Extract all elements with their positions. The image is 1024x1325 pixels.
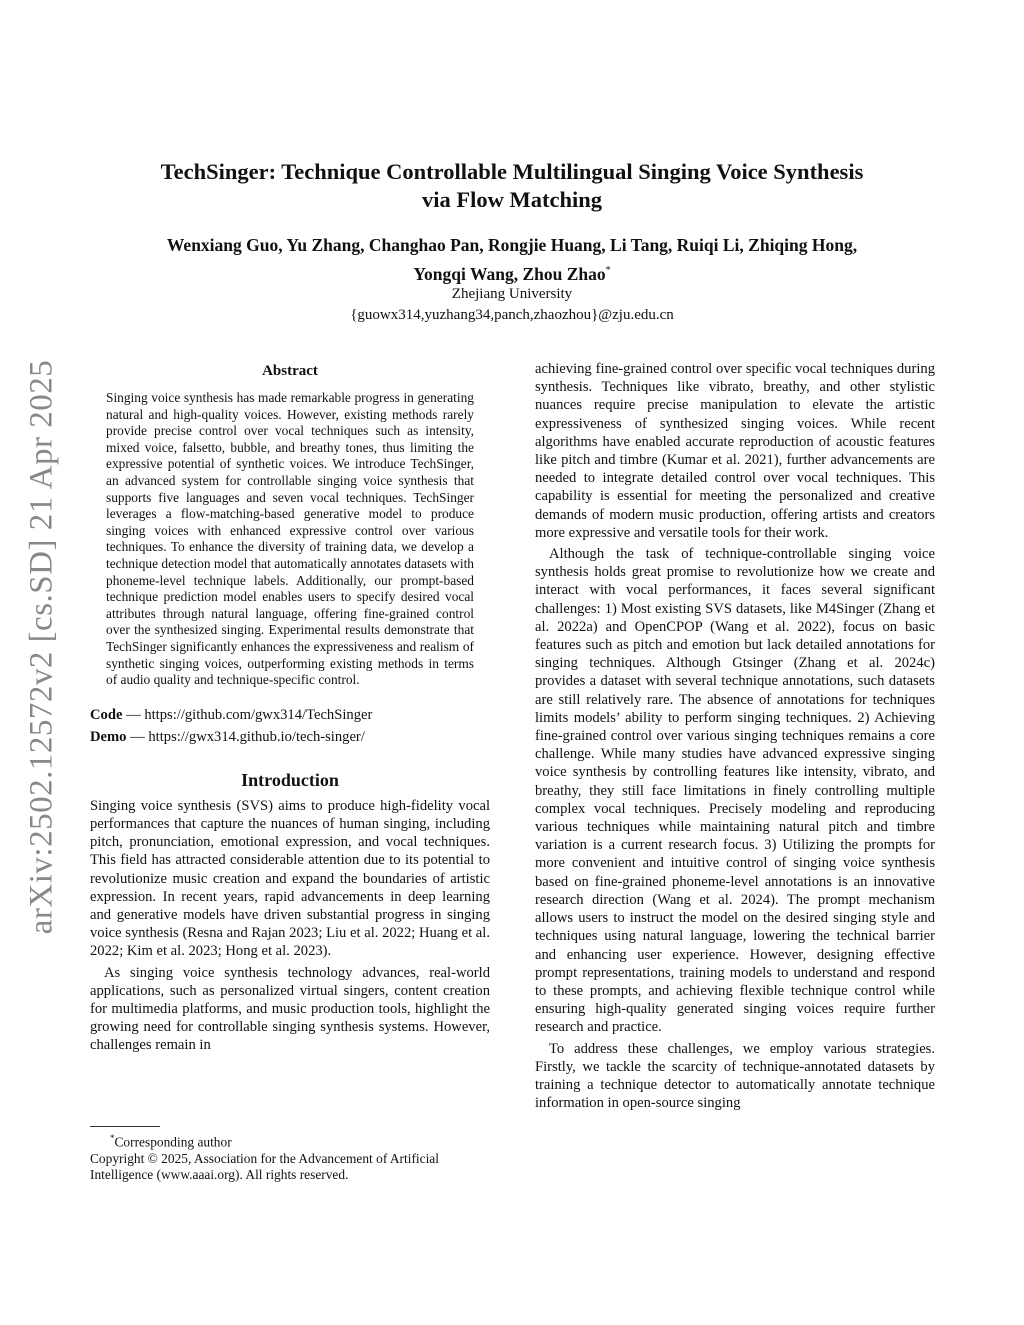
intro-paragraph-1: Singing voice synthesis (SVS) aims to produce high-fidelity vocal performances that capture the nuances of human singing, including pitch, pronunciation, emotional expression, and vocal techniques. This field has attracted considerable attention due to its potential to revolutionize music creation and expand the boundaries of artistic expression. In recent years, rapid advancements in deep learning and generative models have driven substantial progress in singing voice synthesis (Resna and Rajan 2023; Liu et al. 2022; Huang et al. 2022; Kim et al. 2023; Hong et al. 2023). xyxy=(90,797,490,960)
intro-paragraph-3: achieving fine-grained control over specific vocal techniques during synthesis. Techniques like vibrato, breathy, and other stylistic nuances require precise manipulation to elevate the artistic expressiveness of synthesized singing voices. While recent algorithms have enabled accurate reproduction of acoustic features like pitch and timbre (Kumar et al. 2021), further advancements are needed to integrate detailed control over vocal techniques. This capability is essential for meeting the personalized and creative demands of modern music production, offering artists and creators more expressive and versatile tools for their work. xyxy=(535,361,935,541)
corresponding-footnote xyxy=(90,1130,490,1151)
footnote-rule xyxy=(90,1126,160,1127)
paper-title xyxy=(100,158,924,214)
affiliation: Zhejiang University xyxy=(451,286,573,302)
intro-paragraph-5: To address these challenges, we employ various strategies. Firstly, we tackle the scarcity of technique-annotated datasets by training a technique detector to automatically annotate technique information in open-source singing xyxy=(535,1040,935,1112)
footnote-mark: * xyxy=(110,1133,115,1143)
corresponding-mark: * xyxy=(605,265,611,276)
author-emails: {guowx314,yuzhang34,panch,zhaozhou}@zju.edu.cn xyxy=(350,307,674,323)
demo-link-row[interactable] xyxy=(90,726,490,748)
introduction-heading: Introduction xyxy=(241,769,339,790)
abstract-text: Singing voice synthesis has made remarkable progress in generating natural and high-quality voices. However, existing methods rarely provide precise control over vocal techniques such as intensity, mixed voice, falsetto, bubble, and breathy tones, thus limiting the expressive potential of synthetic voices. We introduce TechSinger, an advanced system for controllable singing voice synthesis that supports five languages and seven vocal techniques. TechSinger leverages a flow-matching-based generative model to produce singing voices with enhanced expressive control over various techniques. To enhance the diversity of training data, we develop a technique detection model that automatically annotates datasets with phoneme-level technique labels. Additionally, our prompt-based technique prediction model enables users to specify desired vocal attributes through natural language, offering fine-grained control over the synthesized singing. Experimental results demonstrate that TechSinger significantly enhances the expressiveness and realism of synthetic singing voices, outperforming existing methods in terms of audio quality and technique-specific control. xyxy=(106,390,474,688)
authors-line-1: Wenxiang Guo, Yu Zhang, Changhao Pan, Rongjie Huang, Li Tang, Ruiqi Li, Zhiqing Hong, xyxy=(166,235,858,255)
author-list xyxy=(100,233,924,287)
corresponding-author-text: Corresponding author xyxy=(114,1134,232,1150)
footnotes xyxy=(90,1126,490,1184)
intro-paragraph-2: As singing voice synthesis technology advances, real-world applications, such as personalized virtual singers, content creation for multimedia platforms, and music production tools, highlight the growing need for controllable singing synthesis systems. However, challenges remain in xyxy=(90,964,490,1054)
authors-line-2-text: Yongqi Wang, Zhou Zhao xyxy=(413,263,606,284)
authors-line-2 xyxy=(100,258,924,287)
copyright-notice: Copyright © 2025, Association for the Advancement of Artificial Intelligence (www.aaai.org). All rights reserved. xyxy=(90,1150,439,1183)
code-link-row[interactable] xyxy=(90,704,490,726)
title-line-1: TechSinger: Technique Controllable Multilingual Singing Voice Synthesis xyxy=(160,159,864,184)
code-url[interactable]: — https://github.com/gwx314/TechSinger xyxy=(126,706,373,723)
abstract-heading: Abstract xyxy=(262,363,318,379)
code-label: Code xyxy=(90,706,123,723)
demo-url[interactable]: — https://gwx314.github.io/tech-singer/ xyxy=(130,728,365,745)
title-line-2: via Flow Matching xyxy=(422,187,602,212)
left-column xyxy=(90,360,490,1055)
resource-links xyxy=(90,704,490,748)
intro-paragraph-4: Although the task of technique-controllable singing voice synthesis holds great promise to revolutionize how we create and interact with vocal performances, it faces several significant challenges: 1) Most existing SVS datasets, like M4Singer (Zhang et al. 2022a) and OpenCPOP (Wang et al. 2022), focus on basic features such as pitch and emotion but lack detailed annotations for singing techniques. Although Gtsinger (Zhang et al. 2024c) provides a dataset with several technique annotations, such datasets are still relatively rare. The absence of annotations for techniques limits models’ ability to perform singing techniques. 2) Achieving fine-grained control over various singing techniques remains a core challenge. While many studies have advanced expressive singing voice synthesis by controlling features like intensity, vibrato, and breathy, they still face limitations in finely controlling multiple complex vocal techniques. Precisely modeling and reproducing various techniques while maintaining natural pitch and timbre variation is a current research focus. 3) Utilizing the prompts for more convenient and intuitive control of singing voice synthesis based on fine-grained phoneme-level annotations is an innovative research direction (Wang et al. 2024). The prompt mechanism allows users to instruct the model on the desired singing style and techniques using natural language, lowering the technical barrier and enhancing user experience. However, designing effective prompt representations, training models to understand and respond to these prompts, and achieving flexible technique control while ensuring high-quality generated singing voices require further research and practice. xyxy=(535,546,935,1036)
demo-label: Demo xyxy=(90,728,127,745)
arxiv-identifier: arXiv:2502.12572v2 [cs.SD] 21 Apr 2025 xyxy=(23,359,60,935)
right-column xyxy=(535,360,935,1112)
affiliation-block xyxy=(100,284,924,326)
arxiv-side-stamp xyxy=(20,352,64,942)
